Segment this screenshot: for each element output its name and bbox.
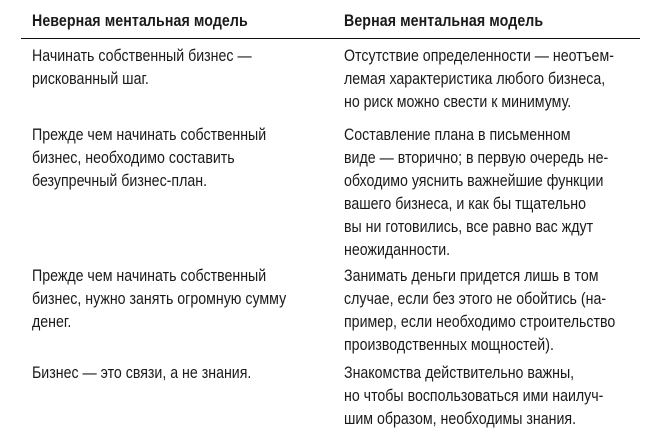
cell-line: Прежде чем начинать собственный — [32, 267, 267, 285]
cell-line: но риск можно свести к минимуму. — [344, 93, 572, 111]
wrong-model-cell — [32, 124, 266, 193]
wrong-model-cell — [32, 265, 286, 334]
cell-line: Начинать собственный бизнес — — [32, 47, 252, 65]
cell-line: бизнес, нужно занять огромную сумму — [32, 290, 287, 308]
wrong-model-cell — [32, 362, 251, 385]
cell-line: денег. — [32, 313, 72, 331]
wrong-model-cell — [32, 45, 252, 91]
cell-line: вы ни готовились, все равно вас ждут — [344, 218, 594, 236]
cell-line: обходимо уяснить важнейшие функции — [344, 172, 604, 190]
right-model-cell — [344, 45, 614, 114]
cell-line: Составление плана в письменном — [344, 126, 571, 144]
cell-line: Бизнес — это связи, а не знания. — [32, 364, 252, 382]
right-model-cell — [344, 124, 608, 262]
cell-line: вашего бизнеса, и как бы тщательно — [344, 195, 587, 213]
cell-line: лемая характеристика любого бизнеса, — [344, 70, 606, 88]
table-header — [21, 0, 640, 39]
mental-model-comparison-table — [21, 0, 640, 428]
header-wrong-model: Неверная ментальная модель — [32, 12, 248, 30]
cell-line: безупречный бизнес-план. — [32, 172, 208, 190]
cell-line: Отсутствие определенности — неотъем- — [344, 47, 614, 65]
cell-line: неожиданности. — [344, 241, 451, 259]
cell-line: Знакомства действительно важны, — [344, 364, 575, 382]
cell-line: но чтобы воспользоваться ими наилуч- — [344, 387, 604, 405]
right-model-cell — [344, 362, 603, 431]
header-right-model: Верная ментальная модель — [344, 12, 544, 30]
cell-line: рискованный шаг. — [32, 70, 149, 88]
cell-line: Прежде чем начинать собственный — [32, 126, 267, 144]
cell-line: случае, если без этого не обойтись (на- — [344, 290, 607, 308]
cell-line: пример, если необходимо строительство — [344, 313, 616, 331]
right-model-cell — [344, 265, 615, 357]
cell-line: Занимать деньги придется лишь в том — [344, 267, 599, 285]
cell-line: шим образом, необходимы знания. — [344, 410, 577, 428]
cell-line: бизнес, необходимо составить — [32, 149, 235, 167]
cell-line: виде — вторично; в первую очередь не- — [344, 149, 609, 167]
cell-line: производственных мощностей). — [344, 336, 554, 354]
